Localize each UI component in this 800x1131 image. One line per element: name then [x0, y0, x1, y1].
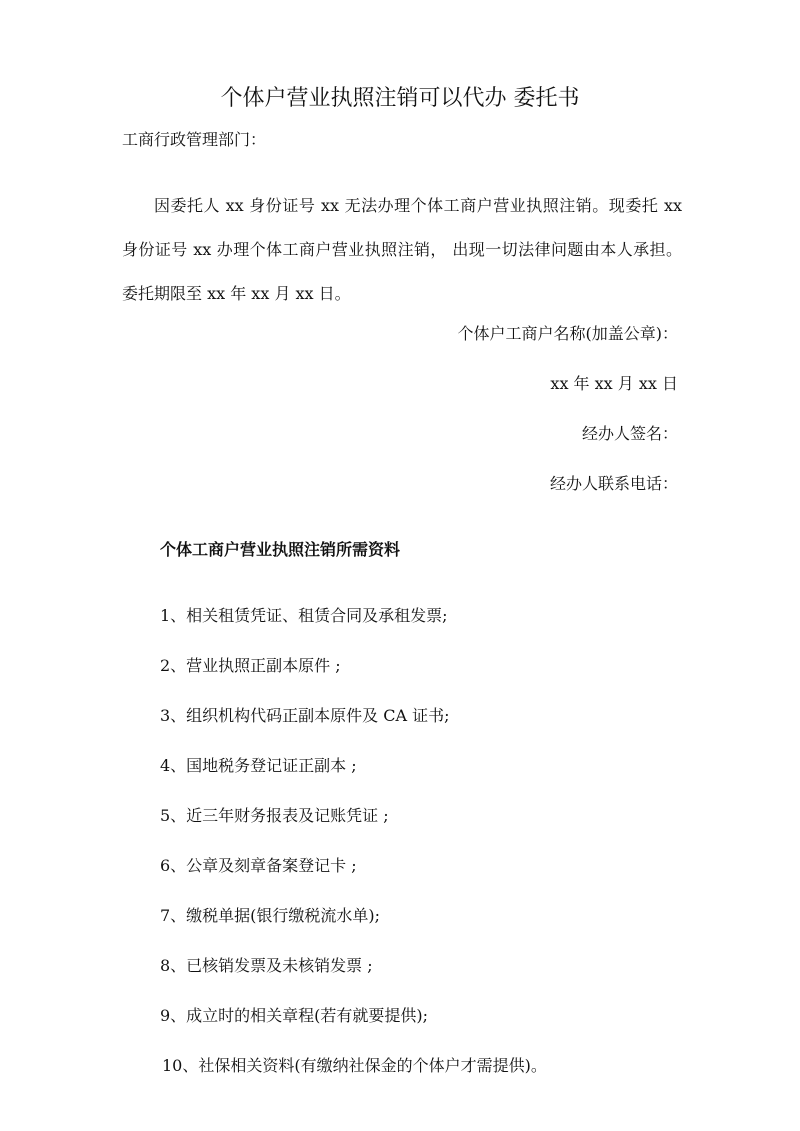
addressee: 工商行政管理部门： — [122, 130, 267, 149]
requirement-item: 7、缴税单据(银行缴税流水单); — [160, 906, 381, 925]
requirement-item: 6、公章及刻章备案登记卡 ; — [160, 856, 357, 875]
requirement-item: 8、已核销发票及未核销发票 ; — [160, 956, 373, 975]
document-title: 个体户营业执照注销可以代办 委托书 — [220, 86, 580, 111]
requirement-item: 4、国地税务登记证正副本 ; — [160, 756, 357, 775]
requirement-item: 5、近三年财务报表及记账凭证 ; — [160, 806, 389, 825]
handler-phone-line: 经办人联系电话： — [549, 474, 678, 493]
requirement-item: 2、营业执照正副本原件 ; — [160, 656, 341, 675]
requirements-list — [160, 604, 547, 1104]
handler-signature-line: 经办人签名： — [581, 424, 678, 443]
requirement-item: 10、社保相关资料(有缴纳社保金的个体户才需提供)。 — [162, 1056, 547, 1075]
requirement-item: 1、相关租赁凭证、租赁合同及承租发票; — [160, 606, 448, 625]
date-line: xx 年 xx 月 xx 日 — [550, 374, 678, 393]
body-paragraph: 因委托人 xx 身份证号 xx 无法办理个体工商户营业执照注销。现委托 xx 身份证号 xx 办理个体工商户营业执照注销， 出现一切法律问题由本人承担。委托期限至 xx 年 xx 月 xx 日。 — [122, 196, 682, 303]
requirement-item: 3、组织机构代码正副本原件及 CA 证书; — [160, 706, 450, 725]
business-name-line: 个体户工商户名称(加盖公章)： — [457, 324, 678, 343]
requirement-item: 9、成立时的相关章程(若有就要提供); — [160, 1006, 429, 1025]
requirements-title: 个体工商户营业执照注销所需资料 — [160, 540, 401, 559]
